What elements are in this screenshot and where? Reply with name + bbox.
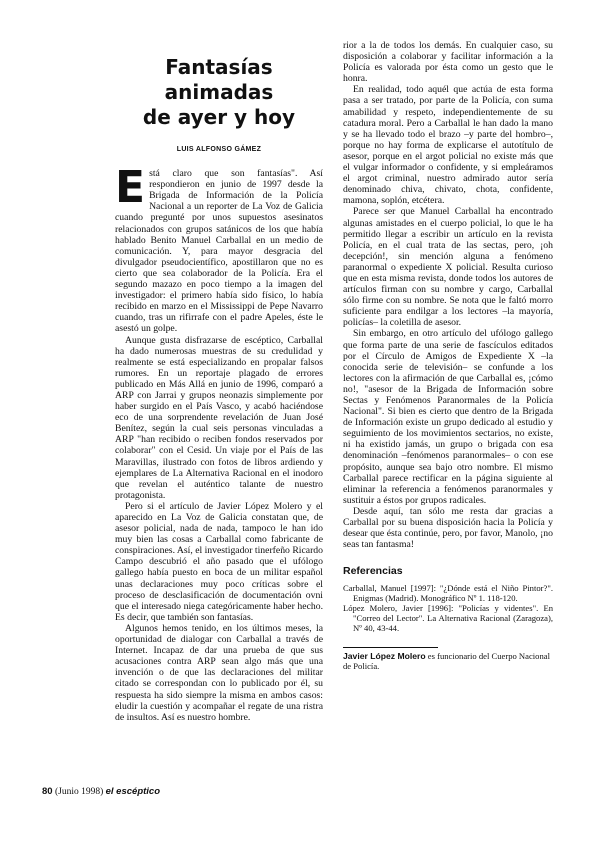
article-title bbox=[115, 55, 323, 130]
right-column bbox=[343, 40, 553, 671]
paragraph: Parece ser que Manuel Carballal ha encontrado algunas amistades en el cuerpo policial, lo que le ha permitido llegar a escribir un artículo en la revista Policía, en el cual trata de las sectas, pero, ¡oh decepción!, sin mención alguna a fenómeno paranormal o expediente X policial. Resulta curioso que en esta misma revista, donde todos los autores de artículos firman con su nombre y cargo, Carballal sólo firme con su nombre. Se nota que le faltó morro suficiente para endilgar a los lectores –la mayoría, policías– la coletilla de asesor. bbox=[343, 206, 553, 329]
paragraph: rior a la de todos los demás. En cualquier caso, su disposición a colaborar y facilitar información a la Policía es valorada por ésta como un gesto que le honra. bbox=[343, 40, 553, 85]
left-column bbox=[115, 55, 323, 723]
paragraph: Algunos hemos tenido, en los últimos meses, la oportunidad de dialogar con Carballal a través de Internet. Incapaz de dar una prueba de que sus acusaciones contra ARP sean algo más que una invención o de que las declaraciones del militar citado se correspondan con lo publicado por él, su respuesta ha sido siempre la misma en ambos casos: eludir la cuestión y acompañar el regate de una ristra de insultos. Así es nuestro hombre. bbox=[115, 622, 323, 723]
paragraph-text: stá claro que son fantasías". Así respondieron en junio de 1997 desde la Brigada de Información de la Policía Nacional a un reporter de La Voz de Galicia cuando pregunté por unos supuestos asesinatos relacionados con grupos satánicos de los que había hablado Benito Manuel Carballal en un medio de comunicación. Y, para mayor desgracia del divulgador pseudocientífico, apostillaron que no es cierto que sea colaborador de la Policía. Era el segundo mazazo en poco tiempo a la imagen del investigador: el primero había sido físico, lo había recibido en marzo en el Mississippi de Pepe Navarro cuando, tras un rifirrafe con el padre Apeles, éste le asestó un golpe. bbox=[115, 168, 323, 335]
footnote-divider bbox=[343, 647, 438, 648]
drop-cap: E bbox=[115, 162, 146, 214]
paragraph: Pero si el artículo de Javier López Molero y el aparecido en La Voz de Galicia constatan que, de asesor policial, nada de nada, tampoco le han ido muy bien las cosas a Carballal como fabricante de conspiraciones. Así, el investigador tinerfeño Ricardo Campo descubrió el año pasado que el ufólogo gallego había puesto en boca de un militar español unas declaraciones muy poco críticas sobre el proceso de desclasificación de documentación ovni que el interesado niega categóricamente haber hecho. Es decir, que también son fantasías. bbox=[115, 500, 323, 623]
article-author: LUIS ALFONSO GÁMEZ bbox=[176, 146, 262, 153]
paragraph: En realidad, todo aquél que actúa de esta forma pasa a ser tratado, por parte de la Policía, con suma amabilidad y respeto, independientemente de su catadura moral. Pero a Carballal le han dado la mano y se ha llevado todo el brazo –y parte del hombro–, porque no hay forma de explicarse el autotítulo de asesor, porque en el argot policial no existe más que el vulgar informador o confidente, y si empleáramos el argot criminal, nuestro admirado autor sería denominado chiva, chivato, chota, confidente, mamona, soplón, etcétera. bbox=[343, 84, 553, 207]
magazine-name: el escéptico bbox=[105, 786, 161, 797]
page-number: 80 bbox=[42, 786, 53, 797]
paragraph: Desde aquí, tan sólo me resta dar gracias a Carballal por su buena disposición hacia la Policía y desear que ésta continúe, pero, por favor, Manolo, ¡no seas tan fantasma! bbox=[343, 505, 553, 551]
title-line-2: de ayer y hoy bbox=[142, 105, 296, 129]
author-note bbox=[343, 651, 553, 671]
references-heading: Referencias bbox=[343, 565, 403, 578]
title-line-1: Fantasías animadas bbox=[164, 55, 274, 104]
page-footer bbox=[42, 786, 160, 797]
paragraph bbox=[115, 162, 323, 335]
paragraph: Sin embargo, en otro artículo del ufólogo gallego que forma parte de una serie de fascículos editados por el Círculo de Amigos de Expediente X –la conocida serie de televisión– se confunde a los lectores con la afirmación de que Carballal es, ¡cómo no!, "asesor de la Brigada de Información sobre Sectas y Fenómenos Paranormales de la Policía Nacional". Si bien es cierto que dentro de la Brigada de Información existe un grupo dedicado al estudio y seguimiento de los movimientos sectarios, no existe, ni ha existido jamás, un grupo o brigada con esa denominación –fenómenos paranormales– o con ese propósito, aunque sea bajo otro nombre. El mismo Carballal parece rectificar en la página siguiente al eliminar la referencia a fenómenos paranormales y sustituir a éstos por grupos radicales. bbox=[343, 328, 553, 506]
author-note-text: es funcionario del Cuerpo Nacional de Policía. bbox=[343, 651, 550, 672]
author-note-name: Javier López Molero bbox=[343, 651, 426, 662]
reference-item: Carballal, Manuel [1997]: "¿Dónde está el Niño Pintor?". Enigmas (Madrid). Monográfico Nº 1. 118-120. bbox=[343, 583, 553, 604]
reference-item: López Molero, Javier [1996]: "Policías y videntes". En "Correo del Lector". La Alternativa Racional (Zaragoza), Nº 40, 43-44. bbox=[343, 603, 553, 634]
paragraph: Aunque gusta disfrazarse de escéptico, Carballal ha dado numerosas muestras de su credulidad y realmente se está especializando en propalar falsos rumores. En un reportaje plagado de errores publicado en Más Allá en junio de 1996, comparó a ARP con Jarrai y grupos neonazis simplemente por haber surgido en el País Vasco, y acabó haciéndose eco de una sorprendente revelación de Juan José Benítez, según la cual seis personas vinculadas a ARP "han recibido o reciben fondos reservados por colaborar" con el Cesid. Un viaje por el País de las Maravillas, ilustrado con fotos de libros ardiendo y ejemplares de La Alternativa Racional en el inodoro que revelan el auténtico talante de nuestro protagonista. bbox=[115, 334, 323, 501]
issue-date: (Junio 1998) bbox=[54, 787, 104, 797]
